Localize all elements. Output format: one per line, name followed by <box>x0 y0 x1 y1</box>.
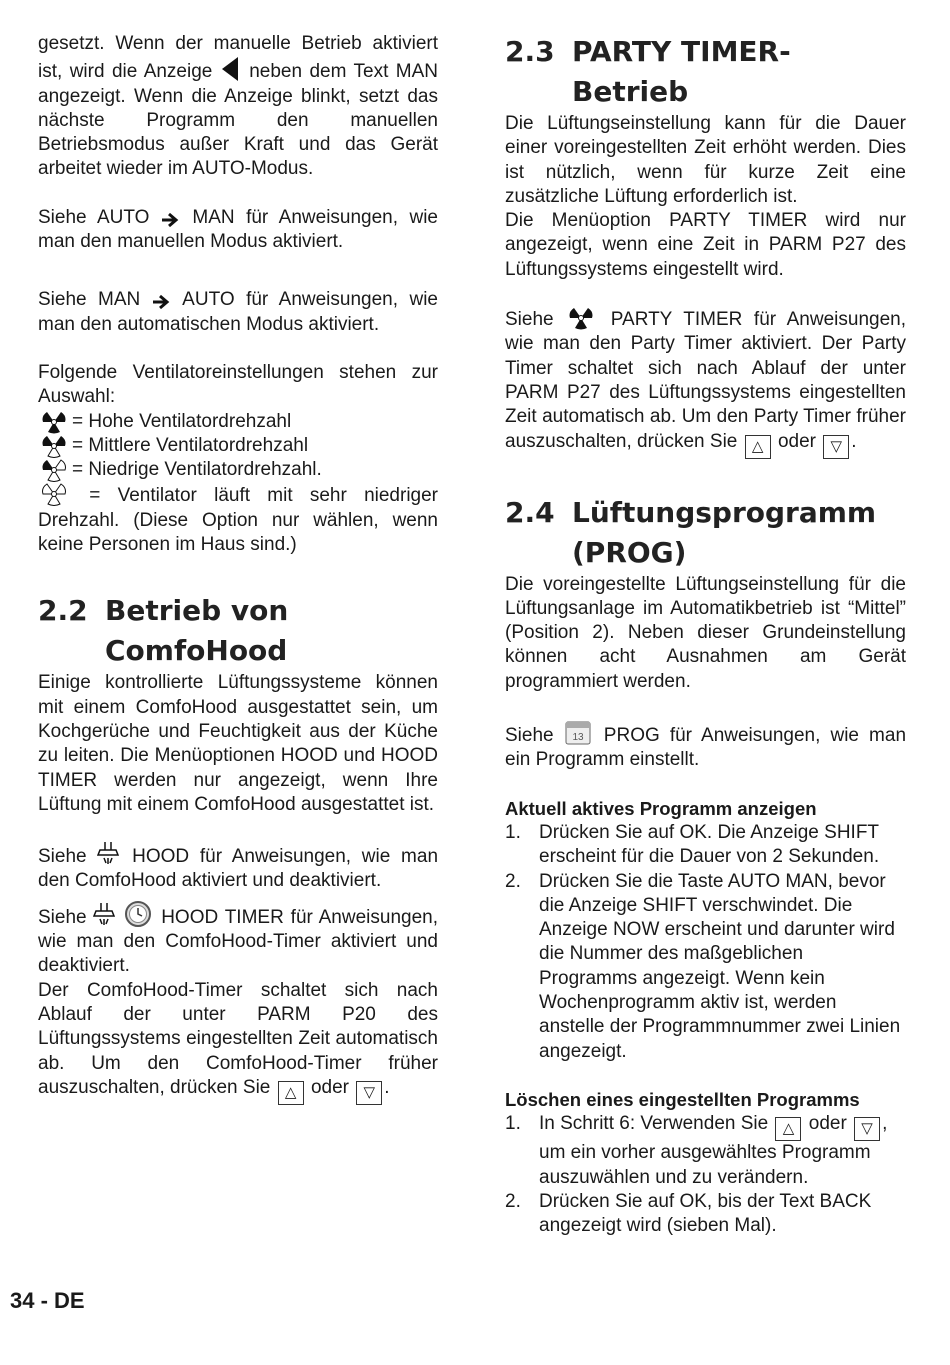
paragraph-hood-timer-off: Der ComfoHood-Timer schaltet sich nach Ablauf der unter PARM P20 des Lüftungssystems eingestellten Zeit automatisch ab. Um den ComfoHood-Timer früher auszuschalten, drücken Sie △ oder ▽ . <box>38 979 438 1105</box>
paragraph-fan-settings: Folgende Ventilatoreinstellungen stehen zur Auswahl: <box>38 361 438 408</box>
hood-icon <box>97 841 119 867</box>
paragraph-comfohood-intro: Einige kontrollierte Lüftungssysteme können mit einem ComfoHood ausgestattet sein, um Kochgerüche und Feuchtigkeit aus der Küche zu leiten. Die Menüoptionen HOOD und HOOD TIMER werden nur angezeigt, wenn Ihre Lüftung mit einem ComfoHood ausgestattet ist. <box>38 672 438 815</box>
paragraph-hood-timer: Siehe HOOD TIMER für Anweisungen, wie man den ComfoHood-Timer aktiviert und deaktiviert. <box>38 900 438 979</box>
subheading-delete-program: Löschen eines eingestellten Programms <box>505 1088 860 1110</box>
section-heading-program: 2.4 Lüftungsprogramm (PROG) <box>505 495 877 569</box>
arrow-right-icon <box>152 294 170 310</box>
fan-high-icon <box>565 306 597 330</box>
paragraph-man-to-auto: Siehe MAN AUTO für Anweisungen, wie man den automatischen Modus aktiviert. <box>38 289 438 335</box>
list-item: 2. Drücken Sie die Taste AUTO MAN, bevor die Anzeige SHIFT verschwindet. Die Anzeige NOW erscheint und darunter wird die Nummer des maßgeblichen Programms angezeigt. Wenn kein Wochenprogramm aktiv ist, werden anstelle der Programmnummer zwei Linien angezeigt. <box>505 870 901 1062</box>
paragraph-party-intro: Die Lüftungseinstellung kann für die Dauer einer voreingestellten Zeit erhöht werden. Dies ist nützlich, wenn für kurze Zeit eine zusätzliche Lüftung erforderlich ist. <box>505 113 906 207</box>
key-down-icon: ▽ <box>356 1081 382 1105</box>
key-down-icon: ▽ <box>854 1117 880 1141</box>
key-up-icon: △ <box>278 1081 304 1105</box>
fan-high-icon <box>38 410 70 434</box>
section-heading-comfohood: 2.2 Betrieb von ComfoHood <box>38 594 289 668</box>
calendar-icon <box>564 718 592 746</box>
triangle-left-icon <box>220 56 240 82</box>
svg-text:13: 13 <box>572 732 584 744</box>
list-show-program <box>505 821 906 1064</box>
key-down-icon: ▽ <box>823 435 849 459</box>
list-item: 1. In Schritt 6: Verwenden Sie △ oder ▽ , um ein vorher ausgewähltes Programm auszuwählen und zu verändern. <box>505 1113 888 1188</box>
list-delete-program <box>505 1112 906 1238</box>
fan-setting-high: = Hohe Ventilatordrehzahl <box>38 410 438 434</box>
paragraph-prog: Siehe 13 PROG für Anweisungen, wie man ein Programm einstellt. <box>505 718 906 773</box>
fan-setting-mid: = Mittlere Ventilatordrehzahl <box>38 434 438 458</box>
page-number: 34 - DE <box>10 1288 85 1313</box>
subheading-show-program: Aktuell aktives Programm anzeigen <box>505 797 817 819</box>
key-up-icon: △ <box>745 435 771 459</box>
fan-very-low-icon <box>38 482 70 506</box>
list-item: 1. Drücken Sie auf OK. Die Anzeige SHIFT erscheint für die Dauer von 2 Sekunden. <box>505 821 880 868</box>
fan-low-icon <box>38 458 70 482</box>
paragraph-auto-to-man: Siehe AUTO MAN für Anweisungen, wie man den manuellen Modus aktiviert. <box>38 206 438 253</box>
right-column <box>505 32 906 1238</box>
arrow-right-icon <box>161 212 179 228</box>
paragraph-party-timer: Siehe PARTY TIMER für Anweisungen, wie man den Party Timer aktiviert. Der Party Timer schaltet sich nach Ablauf der unter PARM P27 des Lüftungssystems eingestellten Zeit automatisch ab. Um den Party Timer früher auszuschalten, drücken Sie △ oder ▽ . <box>505 306 906 458</box>
hood-icon <box>93 902 115 928</box>
paragraph-program-intro: Die voreingestellte Lüftungseinstellung für die Lüftungsanlage im Automatikbetrieb ist “Mittel” (Position 2). Neben dieser Grundeinstellung können acht Ausnahmen am Gerät programmiert werden. <box>505 573 906 692</box>
left-column <box>38 32 438 1105</box>
clock-icon <box>124 900 152 928</box>
fan-mid-icon <box>38 434 70 458</box>
paragraph-manual-mode: gesetzt. Wenn der manuelle Betrieb aktiviert ist, wird die Anzeige neben dem Text MAN angezeigt. Wenn die Anzeige blinkt, setzt das nächste Programm den manuellen Betriebsmodus außer Kraft und das Gerät arbeitet wieder im AUTO-Modus. <box>38 33 439 180</box>
fan-setting-very-low: = Ventilator läuft mit sehr niedriger Drehzahl. (Diese Option nur wählen, wenn keine Personen im Haus sind.) <box>38 482 438 557</box>
fan-setting-low: = Niedrige Ventilatordrehzahl. <box>38 458 438 482</box>
paragraph-hood: Siehe HOOD für Anweisungen, wie man den ComfoHood aktiviert und deaktiviert. <box>38 841 438 894</box>
paragraph-party-menu: Die Menüoption PARTY TIMER wird nur angezeigt, wenn eine Zeit in PARM P27 des Lüftungssystems eingestellt wird. <box>505 210 906 280</box>
key-up-icon: △ <box>775 1117 801 1141</box>
section-heading-party-timer: 2.3 PARTY TIMER-Betrieb <box>505 35 791 108</box>
list-item: 2. Drücken Sie auf OK, bis der Text BACK angezeigt wird (sieben Mal). <box>505 1190 872 1237</box>
